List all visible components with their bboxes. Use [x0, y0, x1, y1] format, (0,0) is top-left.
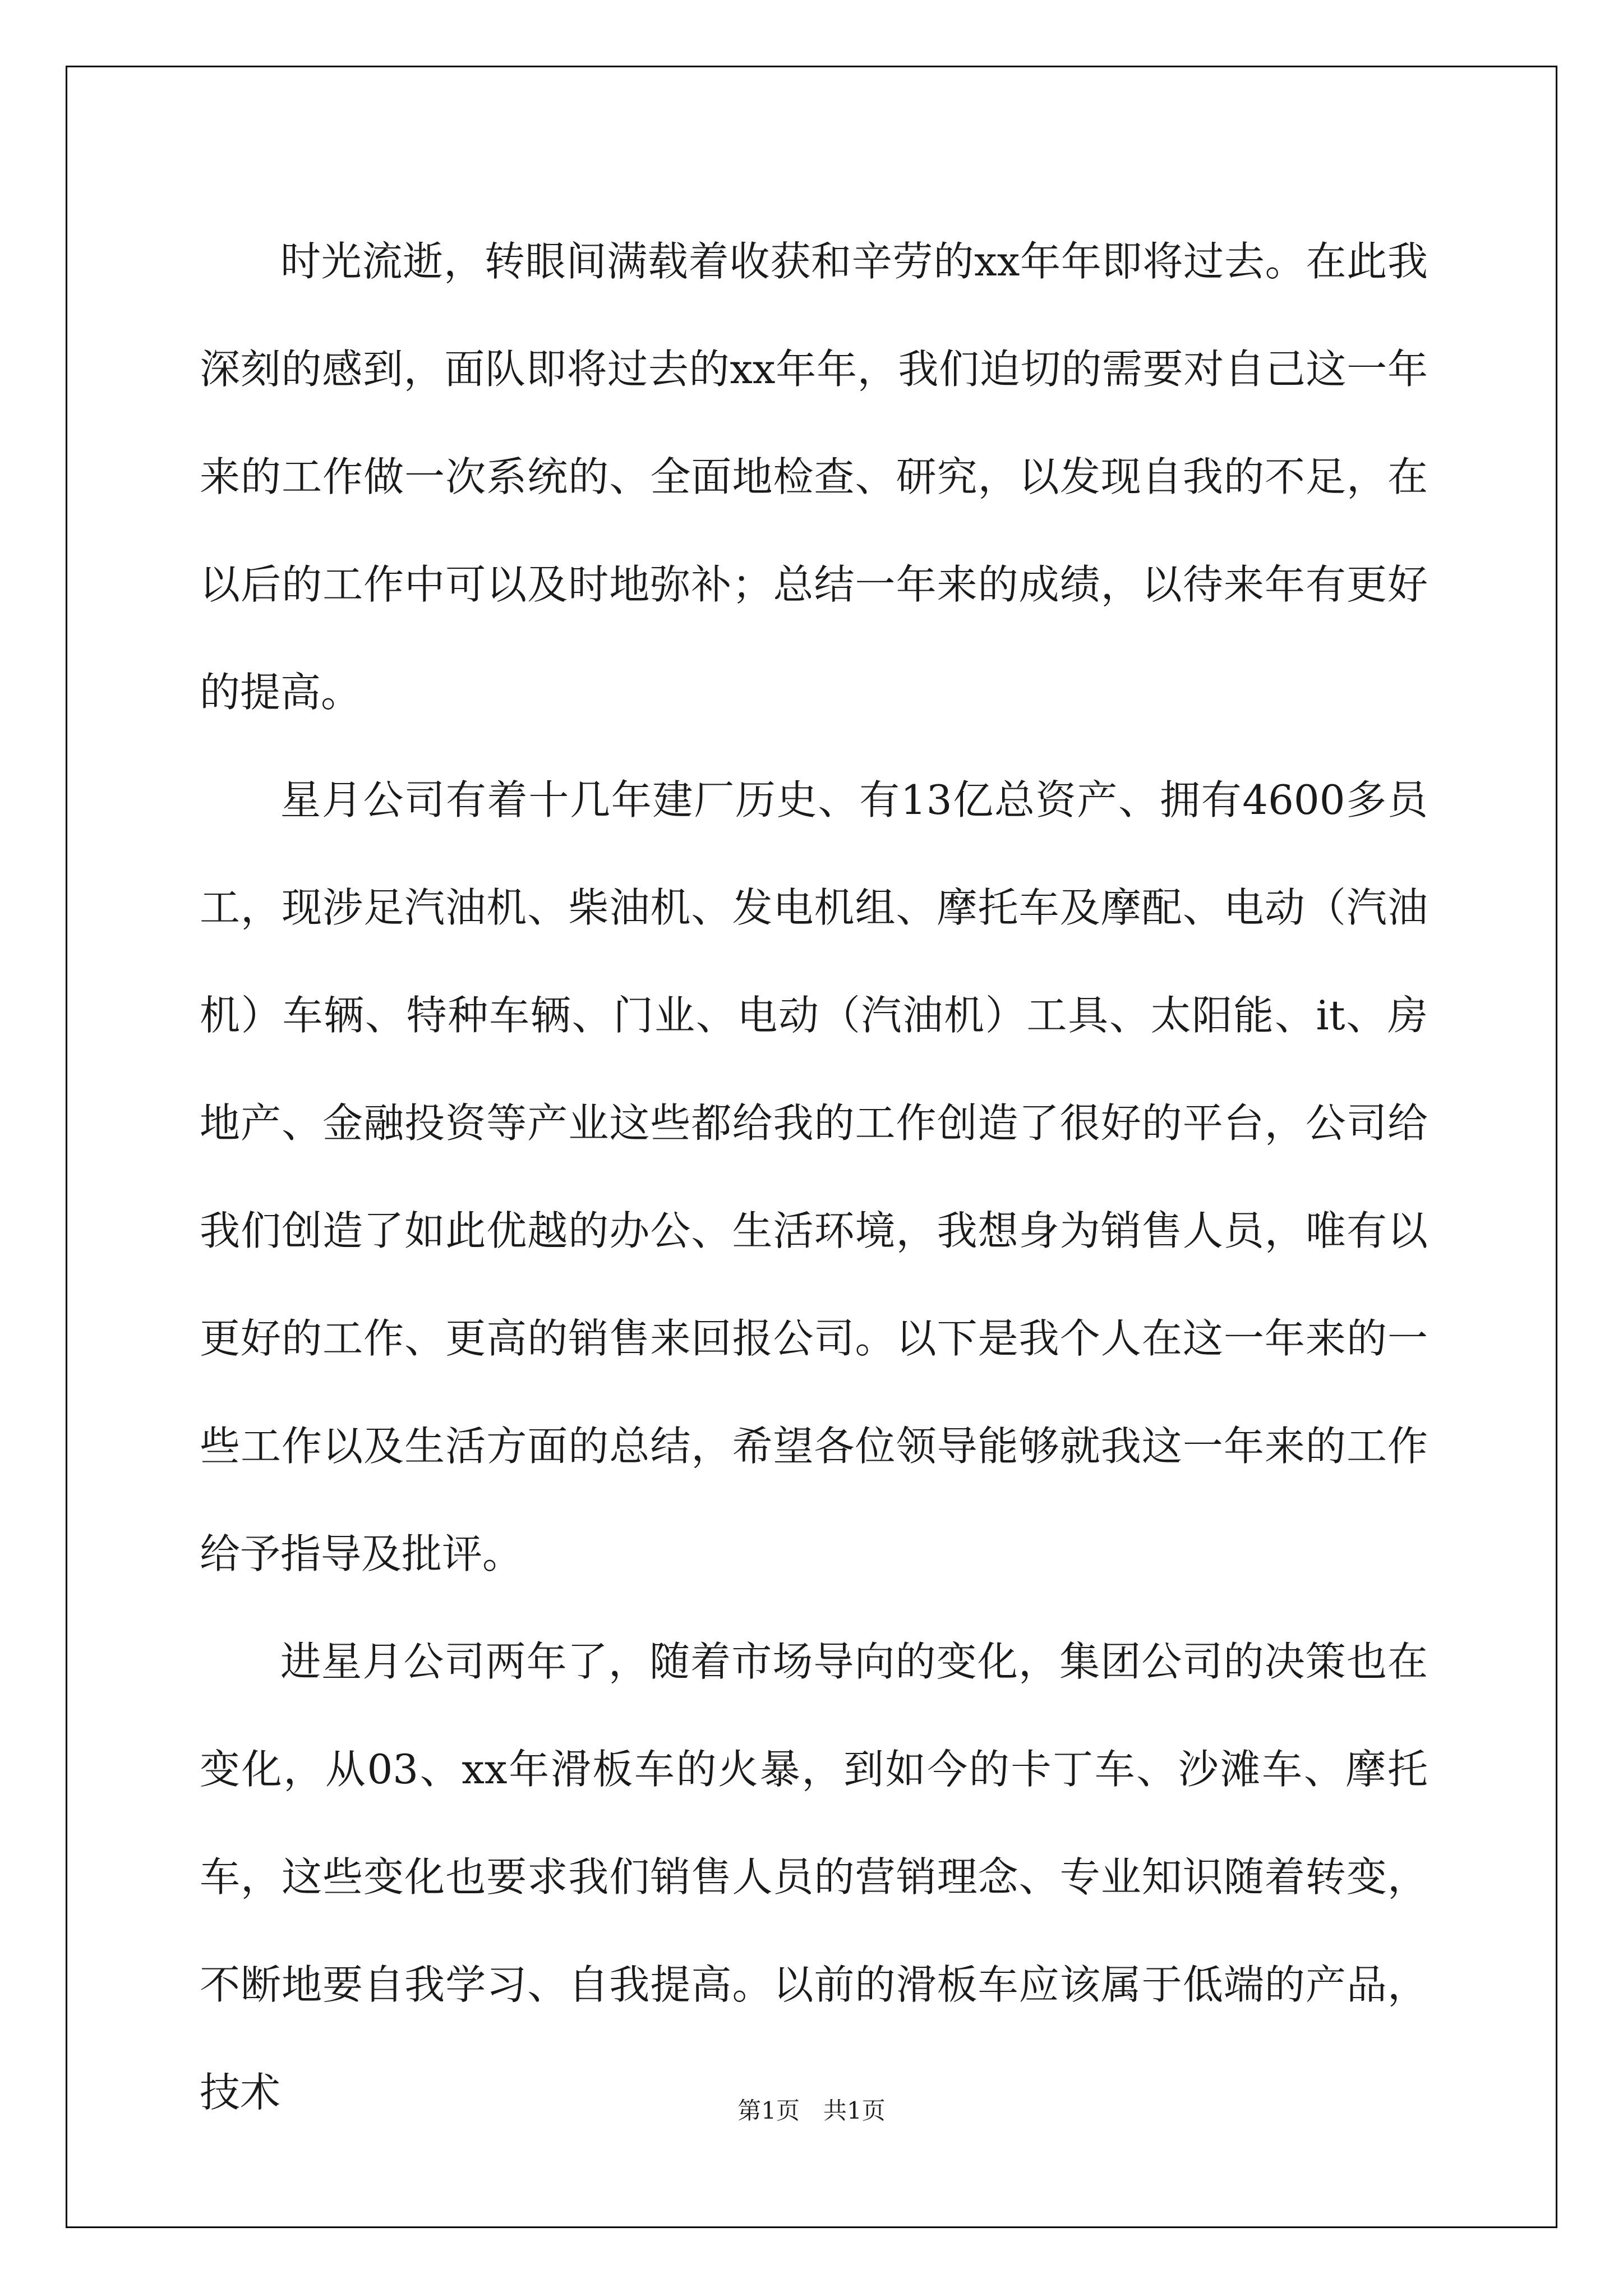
paragraph-1: 时光流逝，转眼间满载着收获和辛劳的xx年年即将过去。在此我深刻的感到，面队即将过去的xx年年，我们迫切的需要对自己这一年来的工作做一次系统的、全面地检查、研究，以发现自我的不足，在以后的工作中可以及时地弥补；总结一年来的成绩，以待来年有更好的提高。: [200, 238, 1428, 716]
page-number-footer: 第1页 共1页: [737, 2097, 886, 2124]
paragraph-3: 进星月公司两年了，随着市场导向的变化，集团公司的决策也在变化，从03、xx年滑板车的火暴，到如今的卡丁车、沙滩车、摩托车，这些变化也要求我们销售人员的营销理念、专业知识随着转变，不断地要自我学习、自我提高。以前的滑板车应该属于低端的产品，技术: [200, 1638, 1428, 2116]
paragraph-2: 星月公司有着十几年建厂历史、有13亿总资产、拥有4600多员工，现涉足汽油机、柴油机、发电机组、摩托车及摩配、电动（汽油机）车辆、特种车辆、门业、电动（汽油机）工具、太阳能、it、房地产、金融投资等产业这些都给我的工作创造了很好的平台，公司给我们创造了如此优越的办公、生活环境，我想身为销售人员，唯有以更好的工作、更高的销售来回报公司。以下是我个人在这一年来的一些工作以及生活方面的总结，希望各位领导能够就我这一年来的工作给予指导及批评。: [200, 776, 1428, 1577]
document-body: [200, 208, 1428, 2146]
